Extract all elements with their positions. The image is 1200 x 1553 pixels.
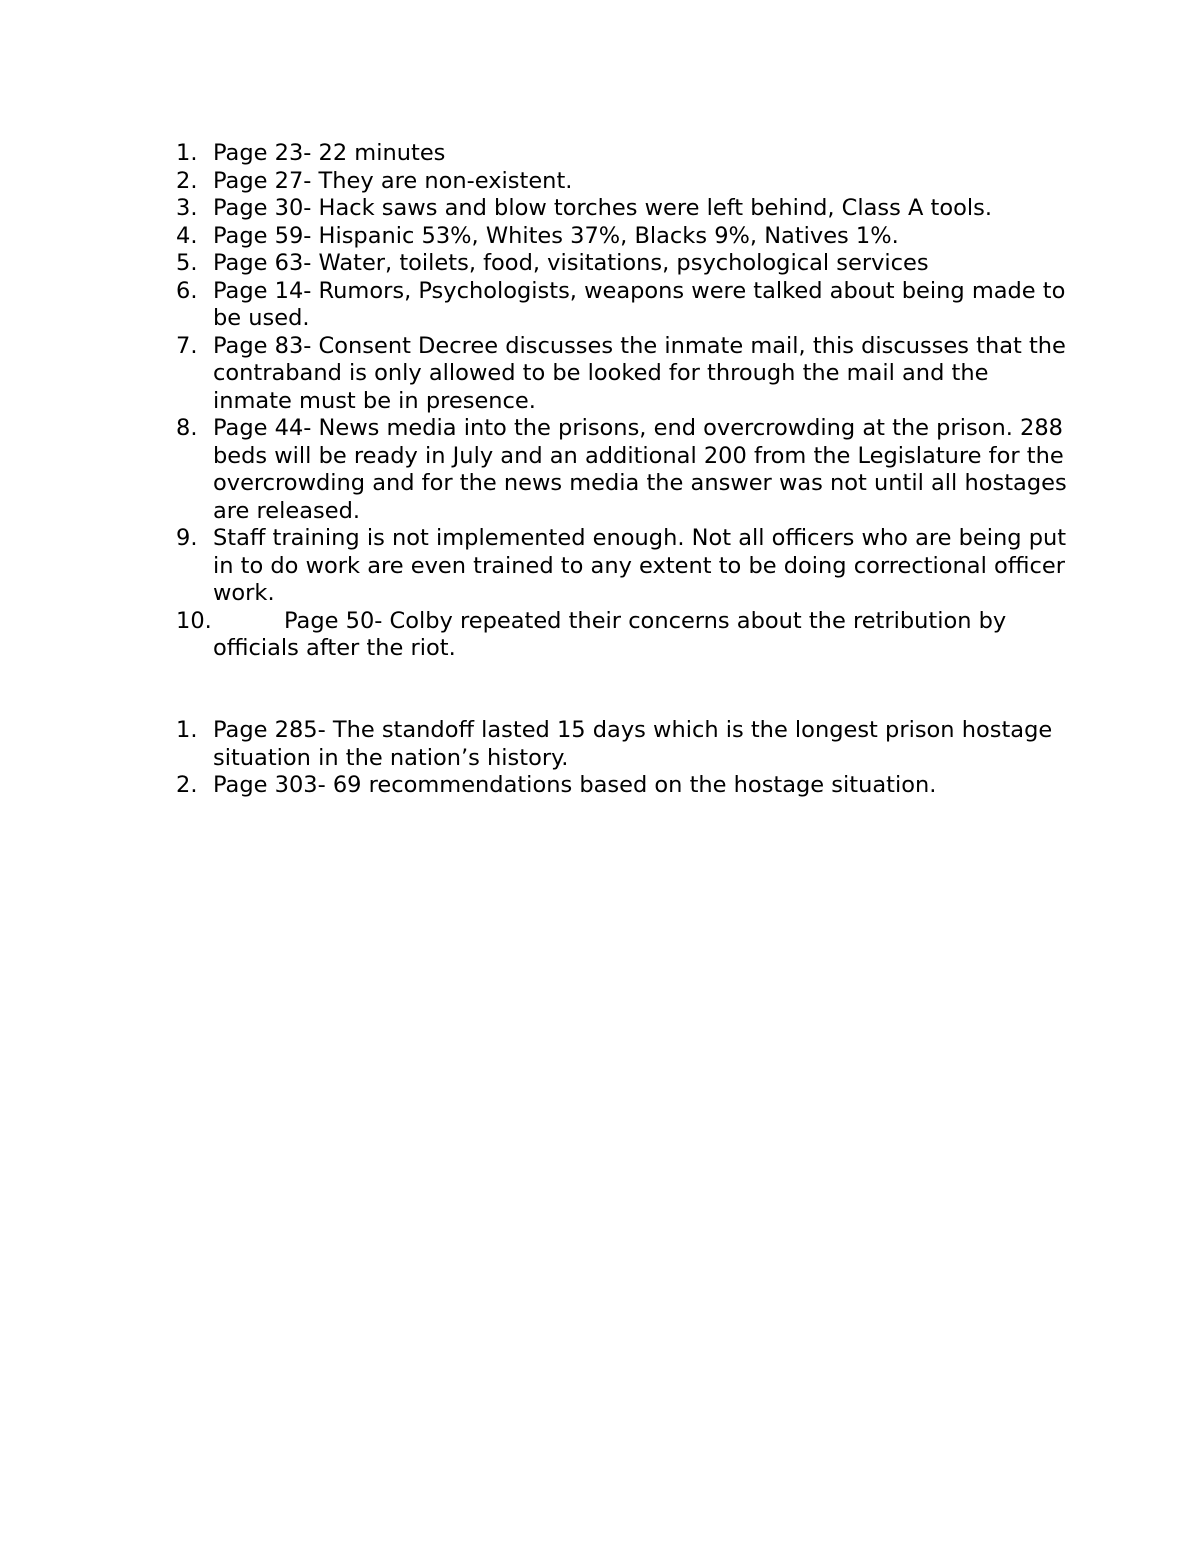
list-number: 1. [176,717,198,743]
list-item [0,608,1200,663]
list-number: 5. [176,250,198,276]
list-item-text: Page 303- 69 recommendations based on the hostage situation. [213,772,937,798]
numbered-list-page-references [0,140,1200,663]
list-number: 2. [176,167,198,194]
list-item [0,333,1200,416]
list-number: 4. [176,222,198,249]
list-item [0,415,1200,525]
list-item [0,140,1200,168]
list-item [0,168,1200,196]
list-item-text: Page 23- 22 minutes [213,140,446,166]
list-item [0,223,1200,251]
list-item-text: Page 44- News media into the prisons, end overcrowding at the prison. 288 beds will be ready in July and an additional 200 from the Legislature for the overcrowding and for the news media the answer was not until all hostages are released. [213,415,1067,524]
list-item-text: Page 27- They are non-existent. [213,167,573,194]
list-item-text: Page 63- Water, toilets, food, visitations, psychological services [213,250,929,276]
numbered-list-hostage-situation [0,717,1200,800]
list-number: 6. [176,277,198,304]
list-item-text: Page 30- Hack saws and blow torches were left behind, Class A tools. [213,195,993,221]
list-item [0,278,1200,333]
list-number: 2. [176,772,198,798]
list-item-text: Page 83- Consent Decree discusses the inmate mail, this discusses that the contraband is only allowed to be looked for through the mail and the inmate must be in presence. [213,332,1066,414]
list-item-text: Page 59- Hispanic 53%, Whites 37%, Blacks 9%, Natives 1%. [213,222,899,249]
list-item-text: Staff training is not implemented enough. Not all officers who are being put in to do work are even trained to any extent to be doing correctional officer work. [213,525,1067,606]
list-item [0,250,1200,278]
list-number: 1. [176,140,198,166]
list-number: 10. [176,607,212,634]
list-item-text: Page 285- The standoff lasted 15 days which is the longest prison hostage situation in the nation’s history. [213,717,1053,771]
list-item [0,525,1200,608]
list-number: 3. [176,195,198,221]
list-number: 7. [176,332,198,359]
list-item [0,717,1200,772]
list-item [0,195,1200,223]
list-item-text: Page 14- Rumors, Psychologists, weapons were talked about being made to be used. [213,277,1066,331]
list-item [0,772,1200,800]
list-number: 9. [176,525,198,551]
list-item-text: Page 50- Colby repeated their concerns about the retribution by officials after the riot. [213,607,1007,661]
list-number: 8. [176,415,198,441]
